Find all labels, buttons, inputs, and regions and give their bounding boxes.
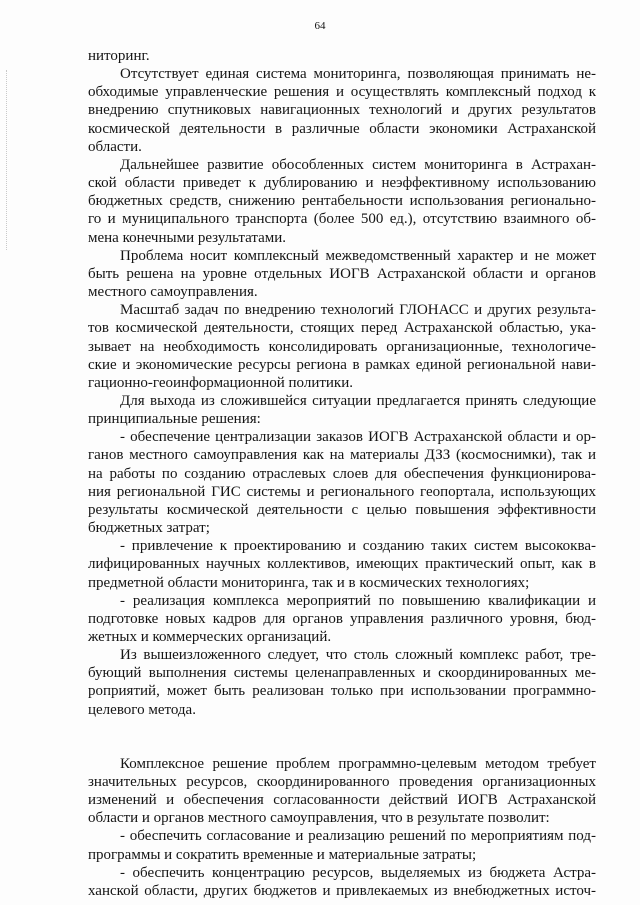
text-line: ния региональной ГИС системы и регионального геопортала, использующих bbox=[88, 483, 596, 500]
text-line: ниторинг. bbox=[88, 48, 150, 64]
text-line: области и органов местного самоуправления, что в результате позволит: bbox=[88, 810, 550, 827]
document-body bbox=[88, 47, 596, 900]
text-line: внедрению спутниковых навигационных технологий и других результатов bbox=[88, 102, 596, 119]
text-line: местного самоуправления. bbox=[88, 284, 258, 301]
text-line: ханской области, других бюджетов и привлекаемых из внебюджетных источ- bbox=[88, 882, 596, 899]
text-line: - обеспечить концентрацию ресурсов, выделяемых из бюджета Астра- bbox=[120, 864, 596, 881]
text-line: быть решена на уровне отдельных ИОГВ Астраханской области и органов bbox=[88, 265, 596, 282]
text-line: гационно-геоинформационной политики. bbox=[88, 374, 353, 391]
text-line: предметной области мониторинга, так и в космических технологиях; bbox=[88, 574, 530, 591]
text-line: тов космической деятельности, стоящих перед Астраханской областью, ука- bbox=[88, 320, 596, 337]
text-line: Для выхода из сложившейся ситуации предлагается принять следующие bbox=[120, 392, 596, 409]
text-line: - реализация комплекса мероприятий по повышению квалификации и bbox=[120, 592, 596, 609]
text-line: бюджетных средств, снижению рентабельности использования регионально- bbox=[88, 193, 596, 210]
text-line: значительных ресурсов, скоординированного проведения организационных bbox=[88, 773, 596, 790]
text-line: - привлечение к проектированию и созданию таких систем высококва- bbox=[120, 538, 596, 555]
text-line: космической деятельности в различные области экономики Астраханской bbox=[88, 120, 596, 137]
text-line: обходимые управленческие решения и осуществлять комплексный подход к bbox=[88, 84, 596, 101]
text-line: мена конечными результатами. bbox=[88, 229, 287, 246]
text-line: Комплексное решение проблем программно-целевым методом требует bbox=[120, 755, 596, 772]
text-line: ской области приведет к дублированию и неэффективному использованию bbox=[88, 175, 596, 192]
text-line: ские и экономические ресурсы региона в рамках единой региональной нави- bbox=[88, 356, 596, 373]
text-line: бюджетных затрат; bbox=[88, 520, 210, 537]
text-line: изменений и обеспечения согласованности действий ИОГВ Астраханской bbox=[88, 792, 596, 809]
text-line: Дальнейшее развитие обособленных систем мониторинга в Астрахан- bbox=[120, 156, 596, 173]
text-line: Проблема носит комплексный межведомственный характер и не может bbox=[120, 247, 596, 264]
text-line: роприятий, может быть реализован только при использовании программно- bbox=[88, 683, 596, 700]
text-line: го и муниципального транспорта (более 500 ед.), отсутствию взаимного об- bbox=[88, 211, 596, 228]
text-line: принципиальные решения: bbox=[88, 411, 261, 428]
text-line: - обеспечение централизации заказов ИОГВ Астраханской области и ор- bbox=[120, 429, 596, 446]
scan-margin-marks bbox=[6, 70, 9, 250]
text-line: области. bbox=[88, 138, 142, 155]
text-line: зывает на необходимость консолидировать организационные, технологиче- bbox=[88, 338, 596, 355]
text-line: целевого метода. bbox=[88, 701, 196, 718]
text-line: Масштаб задач по внедрению технологий ГЛОНАСС и других результа- bbox=[120, 302, 596, 319]
page-number: 64 bbox=[314, 20, 326, 32]
text-line: Отсутствует единая система мониторинга, позволяющая принимать не- bbox=[120, 66, 596, 83]
text-line: - обеспечить согласование и реализацию решений по мероприятиям под- bbox=[120, 828, 596, 845]
text-line: жетных и коммерческих организаций. bbox=[88, 629, 332, 645]
text-line: лифицированных научных коллективов, имеющих практический опыт, как в bbox=[88, 556, 596, 573]
text-line: подготовке новых кадров для органов управления различного уровня, бюд- bbox=[88, 610, 596, 627]
text-line: результаты космической деятельности с целью повышения эффективности bbox=[88, 501, 596, 518]
text-line: бующий выполнения системы целенаправленных и скоординированных ме- bbox=[88, 665, 596, 682]
text-line: программы и сократить временные и материальные затраты; bbox=[88, 846, 477, 863]
text-line: на работы по созданию отраслевых слоев для обеспечения функционирова- bbox=[88, 465, 596, 482]
text-line: ганов местного самоуправления как на материалы ДЗЗ (космоснимки), так и bbox=[88, 447, 596, 464]
text-line: Из вышеизложенного следует, что столь сложный комплекс работ, тре- bbox=[120, 647, 596, 664]
